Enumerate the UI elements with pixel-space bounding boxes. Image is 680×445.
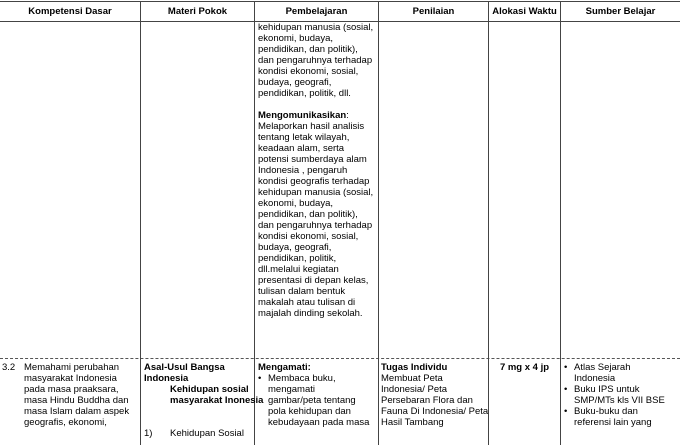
kd-number: 3.2 — [2, 362, 16, 373]
text-line: referensi lain yang — [574, 417, 652, 428]
text-line: • Buku-buku dan — [574, 406, 638, 417]
text-line: Asal-Usul Bangsa — [144, 362, 225, 373]
text-line: Kehidupan sosial — [170, 384, 249, 395]
pembelajaran-continued-text — [258, 22, 373, 319]
text-line: • Atlas Sejarah — [574, 362, 631, 373]
materi-title — [144, 362, 225, 384]
table-top-border — [0, 1, 680, 2]
header-alokasi-waktu: Alokasi Waktu — [492, 6, 557, 17]
header-pembelajaran: Pembelajaran — [285, 6, 348, 17]
mengamati-heading: Mengamati: — [258, 362, 311, 373]
mengamati-bullet — [258, 373, 369, 428]
text-line: budaya, geografi, — [258, 242, 332, 253]
text-line: Persebaran Flora dan — [381, 395, 473, 406]
sumber-list — [564, 362, 665, 428]
text-line: pendidikan, politik, dll. — [258, 88, 351, 99]
text-line: budaya, geografi, — [258, 77, 332, 88]
text-line: pola kehidupan dan — [268, 406, 351, 417]
text-line: • Buku IPS untuk — [574, 384, 640, 395]
header-kompetensi-dasar: Kompetensi Dasar — [28, 6, 112, 17]
text-line: makalah atau tulisan di — [258, 297, 356, 308]
col-divider-5 — [560, 1, 561, 445]
header-penilaian: Penilaian — [412, 6, 455, 17]
kd-text — [24, 362, 129, 428]
text-line: kondisi ekonomi, sosial, — [258, 231, 359, 242]
sumber-item — [564, 362, 665, 384]
header-materi-pokok: Materi Pokok — [167, 6, 228, 17]
text-line: majalah dinding sekolah. — [258, 308, 363, 319]
text-line: masa Hindu Buddha dan — [24, 395, 129, 406]
text-line: dan pengaruhnya terhadap — [258, 220, 373, 231]
text-line: pendidikan, dan politik), — [258, 209, 358, 220]
text-line: kehidupan manusia (sosial, — [258, 22, 374, 33]
alokasi-waktu-value: 7 mg x 4 jp — [499, 362, 550, 373]
penilaian-text — [381, 373, 488, 428]
text-line: pada masa praaksara, — [24, 384, 119, 395]
text-line: masa Islam dalam aspek — [24, 406, 130, 417]
col-divider-1 — [140, 1, 141, 445]
text-line: ekonomi, budaya, — [258, 198, 333, 209]
text-line: Fauna Di Indonesia/ Peta — [381, 406, 489, 417]
heading-colon: : — [346, 110, 349, 121]
text-line: Indonesia — [574, 373, 616, 384]
materi-item-number: 1) — [144, 428, 153, 439]
text-line: Indonesia — [144, 373, 189, 384]
text-line: tulisan dalam bentuk — [258, 286, 346, 297]
text-line: Membuat Peta — [381, 373, 443, 384]
text-line: Indonesia , pengaruh — [258, 165, 348, 176]
mengomunikasikan-label: Mengomunikasikan — [258, 110, 347, 121]
text-line: tentang letak wilayah, — [258, 132, 350, 143]
text-line: dll.melalui kegiatan — [258, 264, 339, 275]
materi-item: Kehidupan Sosial — [170, 428, 244, 439]
row-divider — [0, 358, 680, 359]
text-line: geografis, ekonomi, — [24, 417, 107, 428]
text-line: Memahami perubahan — [24, 362, 120, 373]
materi-subtitle — [170, 384, 263, 406]
text-line: masyarakat Indonesia — [24, 373, 117, 384]
mengomunikasikan-heading — [258, 110, 373, 121]
text-line: Indonesia/ Peta — [381, 384, 448, 395]
text-line: kondisi ekonomi, sosial, — [258, 66, 359, 77]
text-line: mengamati — [268, 384, 315, 395]
text-line: dan pengaruhnya terhadap — [258, 55, 373, 66]
text-line: masyarakat Inonesia — [170, 395, 264, 406]
text-line: kondisi geografis terhadap — [258, 176, 370, 187]
text-line: keadaan alam, serta — [258, 143, 345, 154]
header-sumber-belajar: Sumber Belajar — [585, 6, 656, 17]
sumber-item — [564, 384, 665, 406]
text-line: Hasil Tambang — [381, 417, 444, 428]
sumber-item — [564, 406, 665, 428]
text-line: Melaporkan hasil analisis — [258, 121, 365, 132]
col-divider-3 — [378, 1, 379, 445]
col-divider-2 — [254, 1, 255, 445]
text-line: potensi sumberdaya alam — [258, 154, 367, 165]
text-line: pendidikan, politik, — [258, 253, 337, 264]
text-line: presentasi di depan kelas, — [258, 275, 369, 286]
text-line: pendidikan, dan politik), — [258, 44, 358, 55]
text-line: SMP/MTs kls VII BSE — [574, 395, 665, 406]
tugas-individu-heading: Tugas Individu — [381, 362, 448, 373]
bullet-line: • Membaca buku, — [258, 373, 369, 384]
text-line: kebudayaan pada masa — [268, 417, 370, 428]
text-line: kehidupan manusia (sosial, — [258, 187, 374, 198]
text-line: gambar/peta tentang — [268, 395, 356, 406]
text-line: ekonomi, budaya, — [258, 33, 333, 44]
